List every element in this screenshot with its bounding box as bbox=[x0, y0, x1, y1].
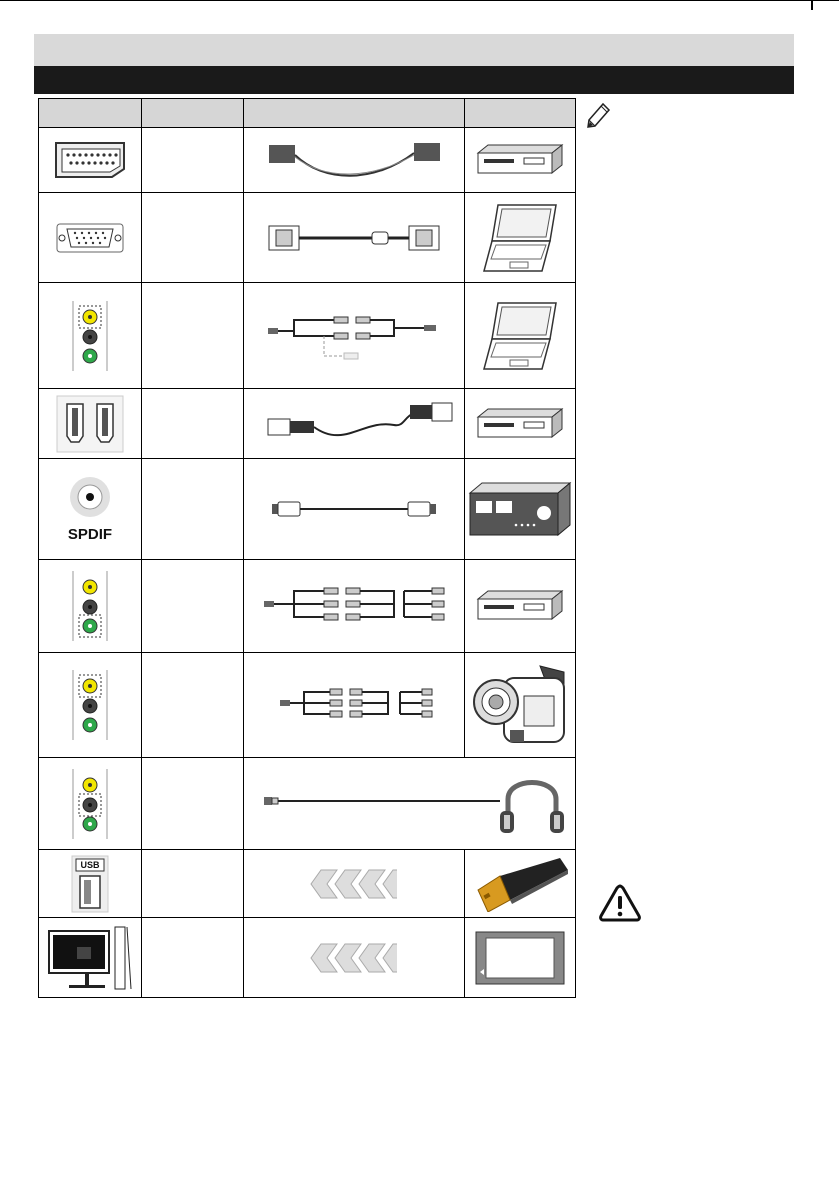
usb-port-icon bbox=[39, 850, 142, 918]
av-cable-icon bbox=[244, 560, 465, 653]
table-row bbox=[39, 850, 576, 918]
table-row bbox=[39, 653, 576, 758]
scart-cable-icon bbox=[244, 128, 465, 193]
table-row bbox=[39, 389, 576, 459]
table-header-row bbox=[39, 99, 576, 128]
rca-jacks-icon bbox=[39, 560, 142, 653]
table-row bbox=[39, 560, 576, 653]
section-header-band bbox=[34, 34, 794, 66]
av-cable-icon bbox=[244, 653, 465, 758]
dvd-recorder-icon bbox=[465, 128, 576, 193]
page-marker bbox=[811, 0, 813, 10]
dvd-recorder-icon bbox=[465, 560, 576, 653]
table-row bbox=[39, 459, 576, 560]
rca-jacks-icon bbox=[39, 653, 142, 758]
vga-cable-icon bbox=[244, 193, 465, 283]
type-cell bbox=[142, 653, 244, 758]
section-title-band bbox=[34, 66, 794, 94]
table-row bbox=[39, 128, 576, 193]
type-cell bbox=[142, 918, 244, 998]
type-cell bbox=[142, 850, 244, 918]
headphone-cable-icon bbox=[244, 758, 576, 850]
header-connector bbox=[39, 99, 142, 128]
pencil-note-icon bbox=[585, 100, 613, 128]
hdmi-cable-icon bbox=[244, 389, 465, 459]
insert-arrows-icon bbox=[244, 850, 465, 918]
laptop-icon bbox=[465, 283, 576, 389]
vga-port-icon bbox=[39, 193, 142, 283]
audio-amplifier-icon bbox=[465, 459, 576, 560]
spdif-label: SPDIF bbox=[67, 526, 113, 543]
rca-jacks-icon bbox=[39, 758, 142, 850]
type-cell bbox=[142, 193, 244, 283]
type-cell bbox=[142, 283, 244, 389]
usb-label: USB bbox=[80, 859, 100, 870]
laptop-icon bbox=[465, 193, 576, 283]
camcorder-icon bbox=[465, 653, 576, 758]
rca-jacks-icon bbox=[39, 283, 142, 389]
dvd-recorder-icon bbox=[465, 389, 576, 459]
insert-arrows-icon bbox=[244, 918, 465, 998]
component-cable-icon bbox=[244, 283, 465, 389]
ci-module-card-icon bbox=[465, 918, 576, 998]
table-row bbox=[39, 758, 576, 850]
tv-ci-slot-icon bbox=[39, 918, 142, 998]
usb-stick-icon bbox=[465, 850, 576, 918]
table-row bbox=[39, 283, 576, 389]
type-cell bbox=[142, 560, 244, 653]
type-cell bbox=[142, 389, 244, 459]
spdif-port-icon bbox=[39, 459, 142, 560]
warning-triangle-icon bbox=[598, 883, 642, 923]
connection-table bbox=[38, 98, 576, 998]
header-cables bbox=[244, 99, 465, 128]
header-type bbox=[142, 99, 244, 128]
table-row bbox=[39, 193, 576, 283]
hdmi-ports-icon bbox=[39, 389, 142, 459]
header-device bbox=[465, 99, 576, 128]
scart-port-icon bbox=[39, 128, 142, 193]
type-cell bbox=[142, 758, 244, 850]
top-rule bbox=[0, 0, 839, 1]
spdif-coaxial-cable-icon bbox=[244, 459, 465, 560]
type-cell bbox=[142, 459, 244, 560]
type-cell bbox=[142, 128, 244, 193]
table-row bbox=[39, 918, 576, 998]
